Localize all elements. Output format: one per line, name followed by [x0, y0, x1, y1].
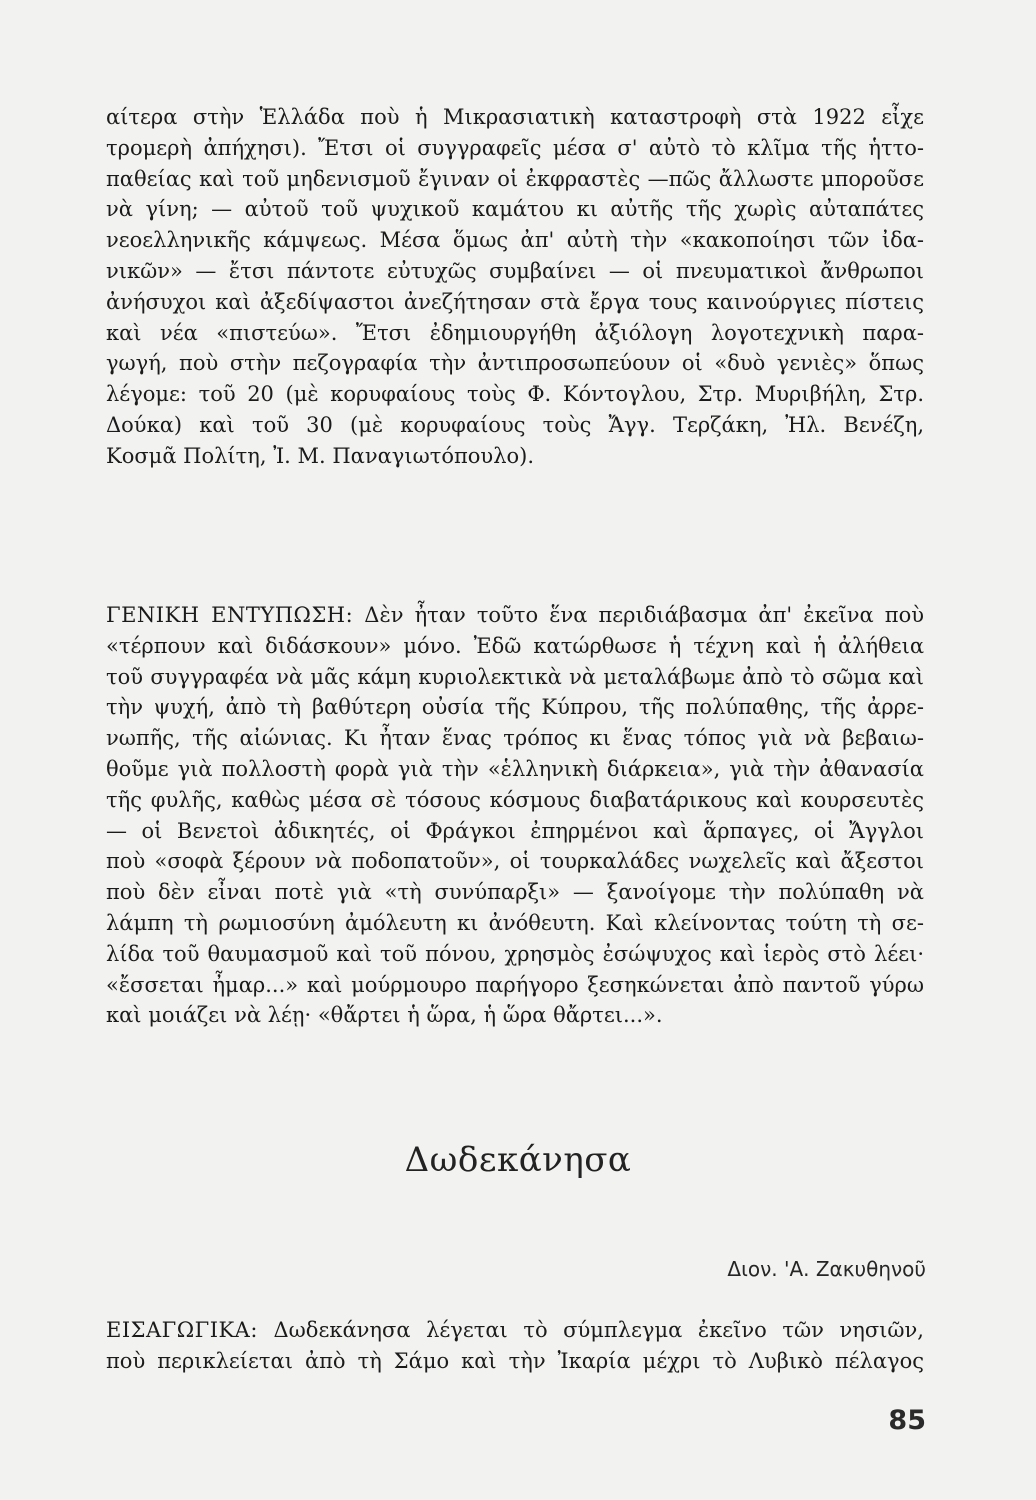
general-impression-paragraph — [106, 600, 924, 1031]
text-line-with-label — [106, 600, 924, 631]
text-line: τὴν ψυχή, ἀπὸ τὴ βαθύτερη οὐσία τῆς Κύπρου, τῆς πολύπαθης, τῆς ἀρρε- — [106, 695, 924, 720]
section-label: ΓΕΝΙΚΗ ΕΝΤΥΠΩΣΗ: — [106, 603, 354, 627]
introduction-paragraph — [106, 1315, 924, 1377]
text-line-with-label — [106, 1315, 924, 1346]
text-line: «τέρπουν καὶ διδάσκουν» μόνο. Ἐδῶ κατώρθωσε ἡ τέχνη καὶ ἡ ἀλήθεια — [106, 633, 924, 658]
text-line: ποὺ «σοφὰ ξέρουν νὰ ποδοπατοῦν», οἱ τουρκαλάδες νωχελεῖς καὶ ἄξεστοι — [106, 849, 924, 874]
text-line: Δούκα) καὶ τοῦ 30 (μὲ κορυφαίους τοὺς Ἄγγ. Τερζάκη, Ἠλ. Βενέζη, — [106, 412, 924, 437]
text-line: νικῶν» — ἔτσι πάντοτε εὐτυχῶς συμβαίνει — οἱ πνευματικοὶ ἄνθρωποι — [106, 258, 924, 283]
text-line: καὶ νέα «πιστεύω». Ἔτσι ἐδημιουργήθη ἀξιόλογη λογοτεχνικὴ παρα- — [106, 320, 924, 345]
text-line-rest: Δωδεκάνησα λέγεται τὸ σύμπλεγμα ἐκεῖνο τῶν νησιῶν, — [273, 1318, 924, 1342]
text-line-rest: Δὲν ἦταν τοῦτο ἕνα περιδιάβασμα ἀπ' ἐκεῖνα ποὺ — [364, 603, 924, 627]
text-line: — οἱ Βενετοὶ ἀδικητές, οἱ Φράγκοι ἐπηρμένοι καὶ ἅρπαγες, οἱ Ἄγγλοι — [106, 818, 924, 843]
text-line: τῆς φυλῆς, καθὼς μέσα σὲ τόσους κόσμους διαβατάρικους καὶ κουρσευτὲς — [106, 787, 924, 812]
text-line: παθείας καὶ τοῦ μηδενισμοῦ ἔγιναν οἱ ἐκφραστὲς —πῶς ἄλλωστε μποροῦσε — [106, 166, 924, 191]
text-line: τρομερὴ ἀπήχησι). Ἔτσι οἱ συγγραφεῖς μέσα σ' αὐτὸ τὸ κλῖμα τῆς ἡττο- — [106, 135, 924, 160]
text-line: γωγή, ποὺ στὴν πεζογραφία τὴν ἀντιπροσωπεύουν οἱ «δυὸ γενιὲς» ὅπως — [106, 351, 924, 376]
text-line: τοῦ συγγραφέα νὰ μᾶς κάμη κυριολεκτικὰ νὰ μεταλάβωμε ἀπὸ τὸ σῶμα καὶ — [106, 664, 924, 689]
text-line: Κοσμᾶ Πολίτη, Ἰ. Μ. Παναγιωτόπουλο). — [106, 443, 535, 468]
text-line: ποὺ περικλείεται ἀπὸ τὴ Σάμο καὶ τὴν Ἰκαρία μέχρι τὸ Λυβικὸ πέλαγος — [106, 1348, 924, 1373]
text-line: λίδα τοῦ θαυμασμοῦ καὶ τοῦ πόνου, χρησμὸς ἐσώψυχος καὶ ἱερὸς στὸ λέει· — [106, 941, 924, 966]
text-line: καὶ μοιάζει νὰ λέῃ· «θἄρτει ἡ ὥρα, ἡ ὥρα θἄρτει...». — [106, 1003, 663, 1028]
section-label: ΕΙΣΑΓΩΓΙΚΑ: — [106, 1318, 258, 1342]
text-line: νεοελληνικῆς κάμψεως. Μέσα ὅμως ἀπ' αὐτὴ τὴν «κακοποίησι τῶν ἰδα- — [106, 228, 924, 253]
author-name: Διον. 'Α. Ζακυθηνοῦ — [727, 1257, 926, 1281]
text-line: θοῦμε γιὰ πολλοστὴ φορὰ γιὰ τὴν «ἑλληνικὴ διάρκεια», γιὰ τὴν ἀθανασία — [106, 756, 924, 781]
text-line: «ἔσσεται ἦμαρ...» καὶ μούρμουρο παρήγορο ξεσηκώνεται ἀπὸ παντοῦ γύρω — [106, 972, 924, 997]
text-line: ἀνήσυχοι καὶ ἀξεδίψαστοι ἀνεζήτησαν στὰ ἔργα τους καινούργιες πίστεις — [106, 289, 924, 314]
paragraph-continuation — [106, 102, 924, 472]
text-line: ποὺ δὲν εἶναι ποτὲ γιὰ «τὴ συνύπαρξι» — ξανοίγομε τὴν πολύπαθη νὰ — [106, 880, 924, 905]
text-line: λάμπη τὴ ρωμιοσύνη ἀμόλευτη κι ἀνόθευτη. Καὶ κλείνοντας τούτη τὴ σε- — [106, 910, 924, 935]
text-line: λέγομε: τοῦ 20 (μὲ κορυφαίους τοὺς Φ. Κόντογλου, Στρ. Μυριβήλη, Στρ. — [106, 382, 924, 407]
section-heading: Δωδεκάνησα — [404, 1140, 632, 1180]
page-number: 85 — [888, 1405, 926, 1436]
text-line: αίτερα στὴν Ἑλλάδα ποὺ ἡ Μικρασιατικὴ καταστροφὴ στὰ 1922 εἶχε — [106, 105, 924, 129]
text-line: νωπῆς, τῆς αἰώνιας. Κι ἦταν ἕνας τρόπος κι ἕνας τόπος γιὰ νὰ βεβαιω- — [106, 726, 924, 751]
text-line: νὰ γίνη; — αὐτοῦ τοῦ ψυχικοῦ καμάτου κι αὐτῆς τῆς χωρὶς αὐταπάτες — [106, 197, 924, 222]
